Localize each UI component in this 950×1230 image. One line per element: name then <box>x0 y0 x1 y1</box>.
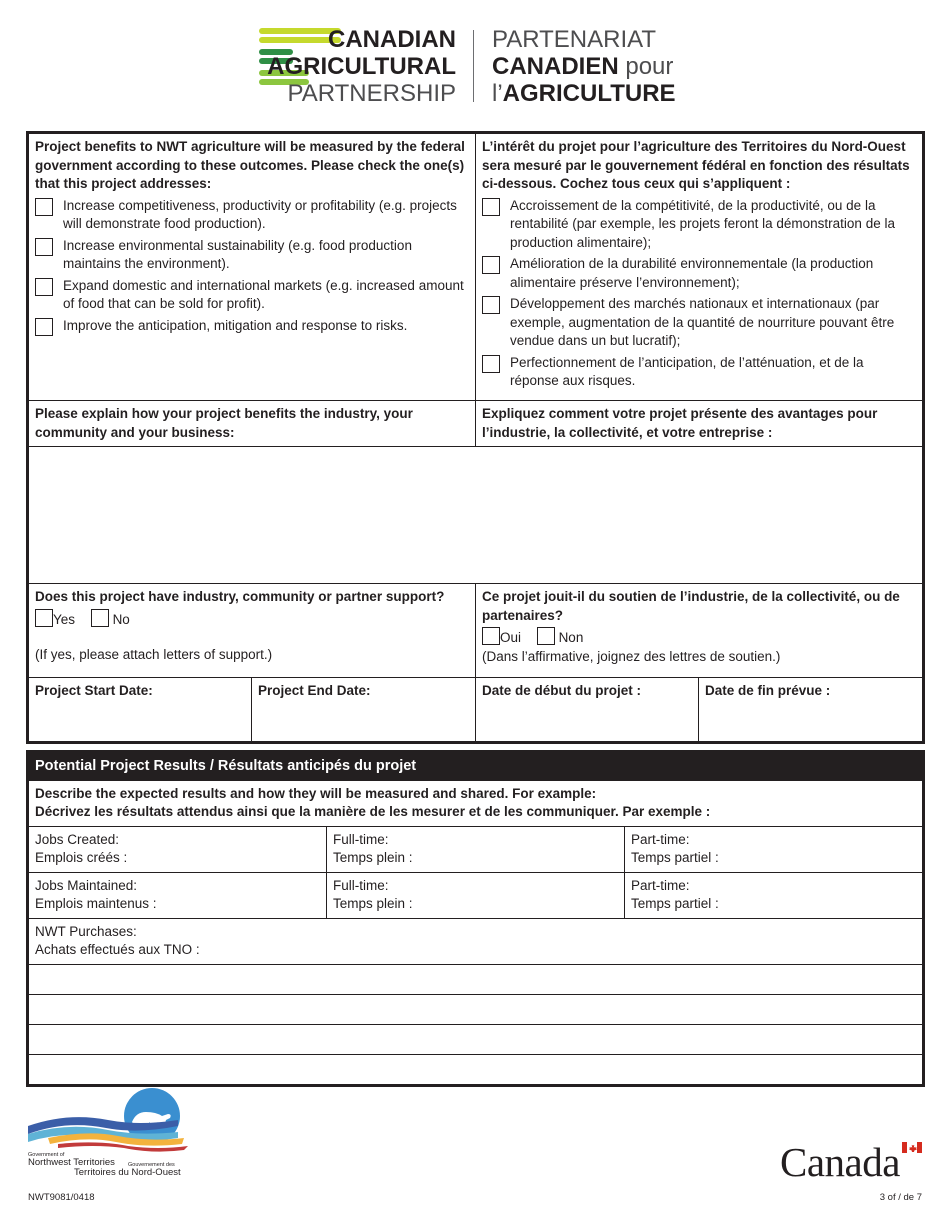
result-line-field[interactable] <box>29 994 923 1024</box>
no-label: No <box>112 611 130 627</box>
support-question-en: Does this project have industry, community or partner support? <box>35 589 445 604</box>
jobs-created-field[interactable]: Jobs Created: Emplois créés : <box>29 826 327 872</box>
canada-wordmark: Canada <box>780 1139 900 1185</box>
support-fr-cell <box>476 584 923 678</box>
non-label: Non <box>558 630 584 645</box>
form-number: NWT9081/0418 <box>28 1192 95 1203</box>
jobs-maintained-full-time-field[interactable]: Full-time: Temps plein : <box>327 872 625 918</box>
logo-en-line3: PARTNERSHIP <box>287 80 456 107</box>
benefits-en-cell <box>29 134 476 401</box>
nwt-gouv-des: Gouvernement des <box>128 1162 175 1168</box>
logo-en-line1: CANADIAN <box>328 26 456 53</box>
end-date-field-fr[interactable]: Date de fin prévue : <box>699 678 923 742</box>
benefits-question-en: Project benefits to NWT agriculture will be measured by the federal government according to these outcomes. Please check the one(s) that this project addresses: <box>35 139 465 191</box>
nwt-name-en: Northwest Territories <box>28 1157 115 1168</box>
no-checkbox[interactable] <box>91 609 109 627</box>
nwt-polar-bear-icon <box>28 1086 188 1152</box>
explain-textarea[interactable] <box>29 447 923 584</box>
nwt-purchases-field[interactable]: NWT Purchases: Achats effectués aux TNO : <box>29 918 923 964</box>
jobs-created-full-time-field[interactable]: Full-time: Temps plein : <box>327 826 625 872</box>
benefit-option-en: Increase competitiveness, productivity or profitability (e.g. projects will demonstrate food production). <box>35 197 469 234</box>
logo-en-line2: AGRICULTURAL <box>267 53 456 80</box>
yes-checkbox[interactable] <box>35 609 53 627</box>
jobs-created-part-time-field[interactable]: Part-time: Temps partiel : <box>625 826 923 872</box>
canada-flag-icon <box>902 1142 922 1153</box>
explain-label-fr: Expliquez comment votre projet présente des avantages pour l’industrie, la collectivité, et votre entreprise : <box>476 401 923 447</box>
start-date-field-en[interactable]: Project Start Date: <box>29 678 252 742</box>
nwt-name-fr: Territoires du Nord-Ouest <box>74 1167 181 1178</box>
benefit-option-fr: Amélioration de la durabilité environnementale (la production alimentaire préserve l’environnement); <box>482 255 916 292</box>
benefit-option-fr: Développement des marchés nationaux et internationaux (par exemple, augmentation de la quantité de nourriture pouvant être vendue dans un but lucratif); <box>482 295 916 351</box>
yes-label: Yes <box>53 611 76 627</box>
canadian-agricultural-partnership-logo <box>259 26 676 108</box>
support-note-fr: (Dans l’affirmative, joignez des lettres de soutien.) <box>482 648 781 664</box>
checkbox[interactable] <box>482 198 500 216</box>
checkbox[interactable] <box>35 238 53 256</box>
support-question-fr: Ce projet jouit-il du soutien de l’industrie, de la collectivité, ou de partenaires? <box>482 589 900 623</box>
jobs-maintained-field[interactable]: Jobs Maintained: Emplois maintenus : <box>29 872 327 918</box>
logo-fr-line1: PARTENARIAT <box>492 26 657 53</box>
results-header: Potential Project Results / Résultats anticipés du projet <box>29 753 923 781</box>
nwt-government-logo <box>28 1086 188 1181</box>
checkbox[interactable] <box>482 296 500 314</box>
benefits-fr-cell <box>476 134 923 401</box>
benefit-option-fr: Accroissement de la compétitivité, de la productivité, ou de la rentabilité (par exemple, les projets feront la démonstration de la production alimentaire); <box>482 197 916 253</box>
benefits-question-fr: L’intérêt du projet pour l’agriculture des Territoires du Nord-Ouest sera mesuré par le gouvernement fédéral en fonction des résultats ci-dessous. Cochez tous ceux qui s’appliquent : <box>482 139 910 191</box>
checkbox[interactable] <box>482 355 500 373</box>
oui-checkbox[interactable] <box>482 627 500 645</box>
support-en-cell <box>29 584 476 678</box>
checkbox[interactable] <box>35 318 53 336</box>
benefit-option-en: Expand domestic and international markets (e.g. increased amount of food that can be sold for profit). <box>35 277 469 314</box>
results-description: Describe the expected results and how they will be measured and shared. For example: Décrivez les résultats attendus ainsi que la manière de les mesurer et de les communiquer. Par exemple : <box>29 780 923 826</box>
benefit-option-en: Improve the anticipation, mitigation and response to risks. <box>35 317 469 336</box>
page-number: 3 of / de 7 <box>879 1192 922 1203</box>
result-line-field[interactable] <box>29 964 923 994</box>
project-benefits-table <box>28 133 923 742</box>
benefit-option-fr: Perfectionnement de l’anticipation, de l’atténuation, et de la réponse aux risques. <box>482 354 916 391</box>
logo-divider <box>473 30 474 102</box>
logo-fr-line2: CANADIEN pour <box>492 53 674 80</box>
nwt-gov-of: Government of <box>28 1152 65 1158</box>
support-note-en: (If yes, please attach letters of support.) <box>35 647 273 662</box>
checkbox[interactable] <box>482 256 500 274</box>
benefit-option-en: Increase environmental sustainability (e.g. food production maintains the environment). <box>35 237 469 274</box>
project-results-table <box>28 752 923 1085</box>
oui-label: Oui <box>500 630 522 645</box>
non-checkbox[interactable] <box>537 627 555 645</box>
checkbox[interactable] <box>35 198 53 216</box>
explain-label-en: Please explain how your project benefits the industry, your community and your business: <box>29 401 476 447</box>
jobs-maintained-part-time-field[interactable]: Part-time: Temps partiel : <box>625 872 923 918</box>
checkbox[interactable] <box>35 278 53 296</box>
result-line-field[interactable] <box>29 1024 923 1054</box>
logo-fr-line3: l’AGRICULTURE <box>492 80 676 107</box>
start-date-field-fr[interactable]: Date de début du projet : <box>476 678 699 742</box>
result-line-field[interactable] <box>29 1054 923 1084</box>
end-date-field-en[interactable]: Project End Date: <box>252 678 476 742</box>
